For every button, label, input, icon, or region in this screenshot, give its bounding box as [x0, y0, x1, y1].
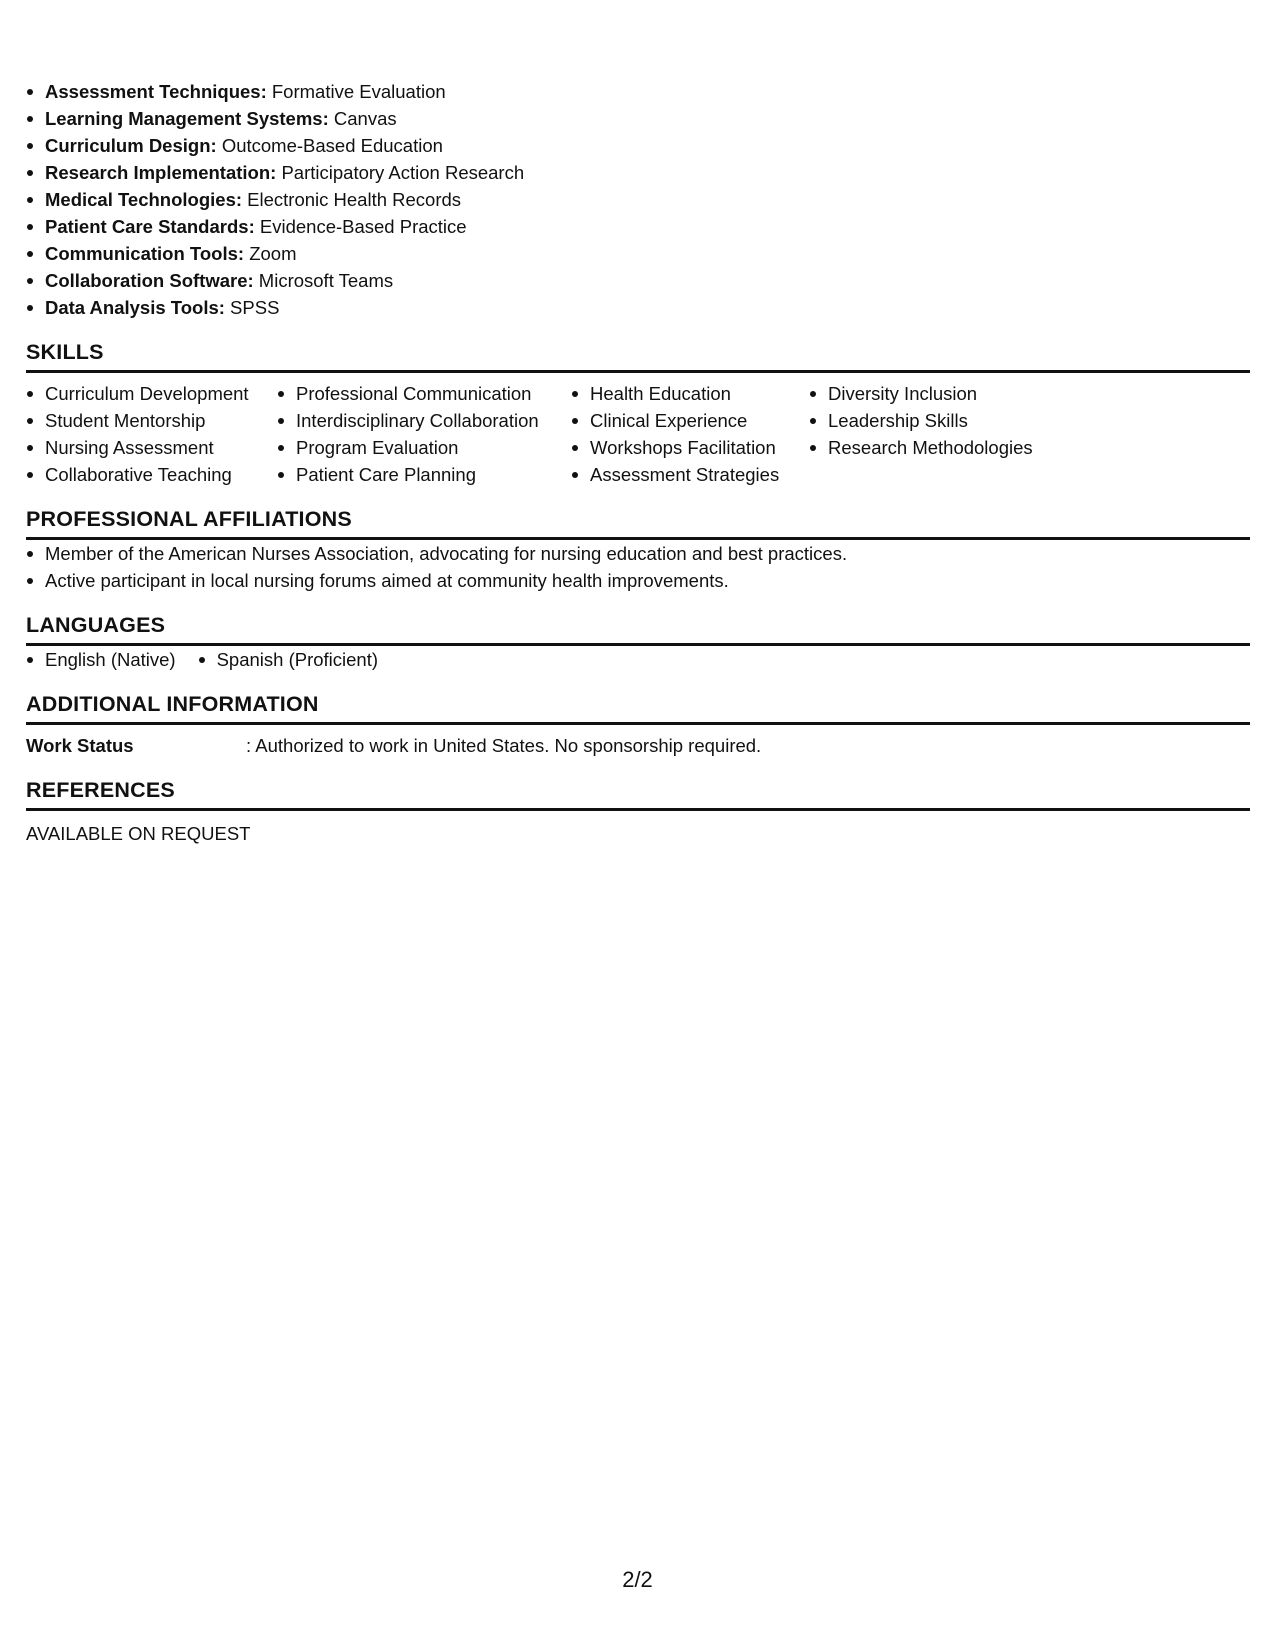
list-item — [26, 78, 1250, 105]
skill-item: Collaborative Teaching — [26, 461, 277, 488]
skills-section — [26, 339, 1250, 488]
item-label: Data Analysis Tools: — [45, 297, 225, 318]
affiliations-section — [26, 506, 1250, 594]
affiliations-list — [26, 540, 1250, 594]
skills-column — [277, 380, 571, 488]
item-label: Collaboration Software: — [45, 270, 254, 291]
skill-item: Curriculum Development — [26, 380, 277, 407]
item-value: SPSS — [230, 297, 280, 318]
skill-item: Student Mentorship — [26, 407, 277, 434]
work-status-row — [26, 725, 1250, 759]
item-value: Canvas — [333, 108, 397, 129]
language-item: English (Native) — [26, 646, 176, 673]
item-value: Zoom — [249, 243, 297, 264]
item-value: Electronic Health Records — [247, 189, 462, 210]
list-item — [26, 267, 1250, 294]
skill-item: Interdisciplinary Collaboration — [277, 407, 571, 434]
item-label: Learning Management Systems: — [45, 108, 329, 129]
skills-column — [26, 380, 277, 488]
item-value: Outcome-Based Education — [221, 135, 443, 156]
languages-section — [26, 612, 1250, 673]
work-status-value: : Authorized to work in United States. No sponsorship required. — [246, 735, 762, 756]
skill-item: Diversity Inclusion — [809, 380, 1069, 407]
item-value: Participatory Action Research — [281, 162, 525, 183]
resume-content — [26, 78, 1250, 847]
skill-item: Patient Care Planning — [277, 461, 571, 488]
affiliation-item: Active participant in local nursing forums aimed at community health improvements. — [26, 567, 1250, 594]
section-heading: ADDITIONAL INFORMATION — [26, 691, 1250, 725]
work-status-label: Work Status — [26, 735, 134, 756]
list-item — [26, 213, 1250, 240]
skill-item: Research Methodologies — [809, 434, 1069, 461]
skill-item: Health Education — [571, 380, 809, 407]
affiliation-item: Member of the American Nurses Association, advocating for nursing education and best practices. — [26, 540, 1250, 567]
list-item — [26, 294, 1250, 321]
item-label: Medical Technologies: — [45, 189, 243, 210]
item-label: Communication Tools: — [45, 243, 245, 264]
list-item — [26, 186, 1250, 213]
skill-item: Professional Communication — [277, 380, 571, 407]
list-item — [26, 132, 1250, 159]
section-heading: PROFESSIONAL AFFILIATIONS — [26, 506, 1250, 540]
item-label: Curriculum Design: — [45, 135, 217, 156]
skill-item: Leadership Skills — [809, 407, 1069, 434]
references-text: AVAILABLE ON REQUEST — [26, 823, 251, 844]
item-value: Microsoft Teams — [258, 270, 394, 291]
references-section — [26, 777, 1250, 847]
list-item — [26, 159, 1250, 186]
technical-skills-list — [26, 78, 1250, 321]
skill-item: Assessment Strategies — [571, 461, 809, 488]
skills-column — [571, 380, 809, 488]
skill-item: Clinical Experience — [571, 407, 809, 434]
item-label: Patient Care Standards: — [45, 216, 255, 237]
skill-item: Program Evaluation — [277, 434, 571, 461]
page-number: 2/2 — [622, 1567, 653, 1592]
section-heading: SKILLS — [26, 339, 1250, 373]
additional-info-section — [26, 691, 1250, 759]
item-value: Evidence-Based Practice — [259, 216, 467, 237]
section-heading: REFERENCES — [26, 777, 1250, 811]
item-label: Assessment Techniques: — [45, 81, 267, 102]
list-item — [26, 240, 1250, 267]
item-value: Formative Evaluation — [271, 81, 446, 102]
section-heading: LANGUAGES — [26, 612, 1250, 646]
language-item: Spanish (Proficient) — [198, 646, 378, 673]
skills-grid — [26, 373, 1250, 488]
skill-item: Workshops Facilitation — [571, 434, 809, 461]
languages-list — [26, 646, 1250, 673]
list-item — [26, 105, 1250, 132]
skill-item: Nursing Assessment — [26, 434, 277, 461]
item-label: Research Implementation: — [45, 162, 277, 183]
skills-column — [809, 380, 1069, 488]
